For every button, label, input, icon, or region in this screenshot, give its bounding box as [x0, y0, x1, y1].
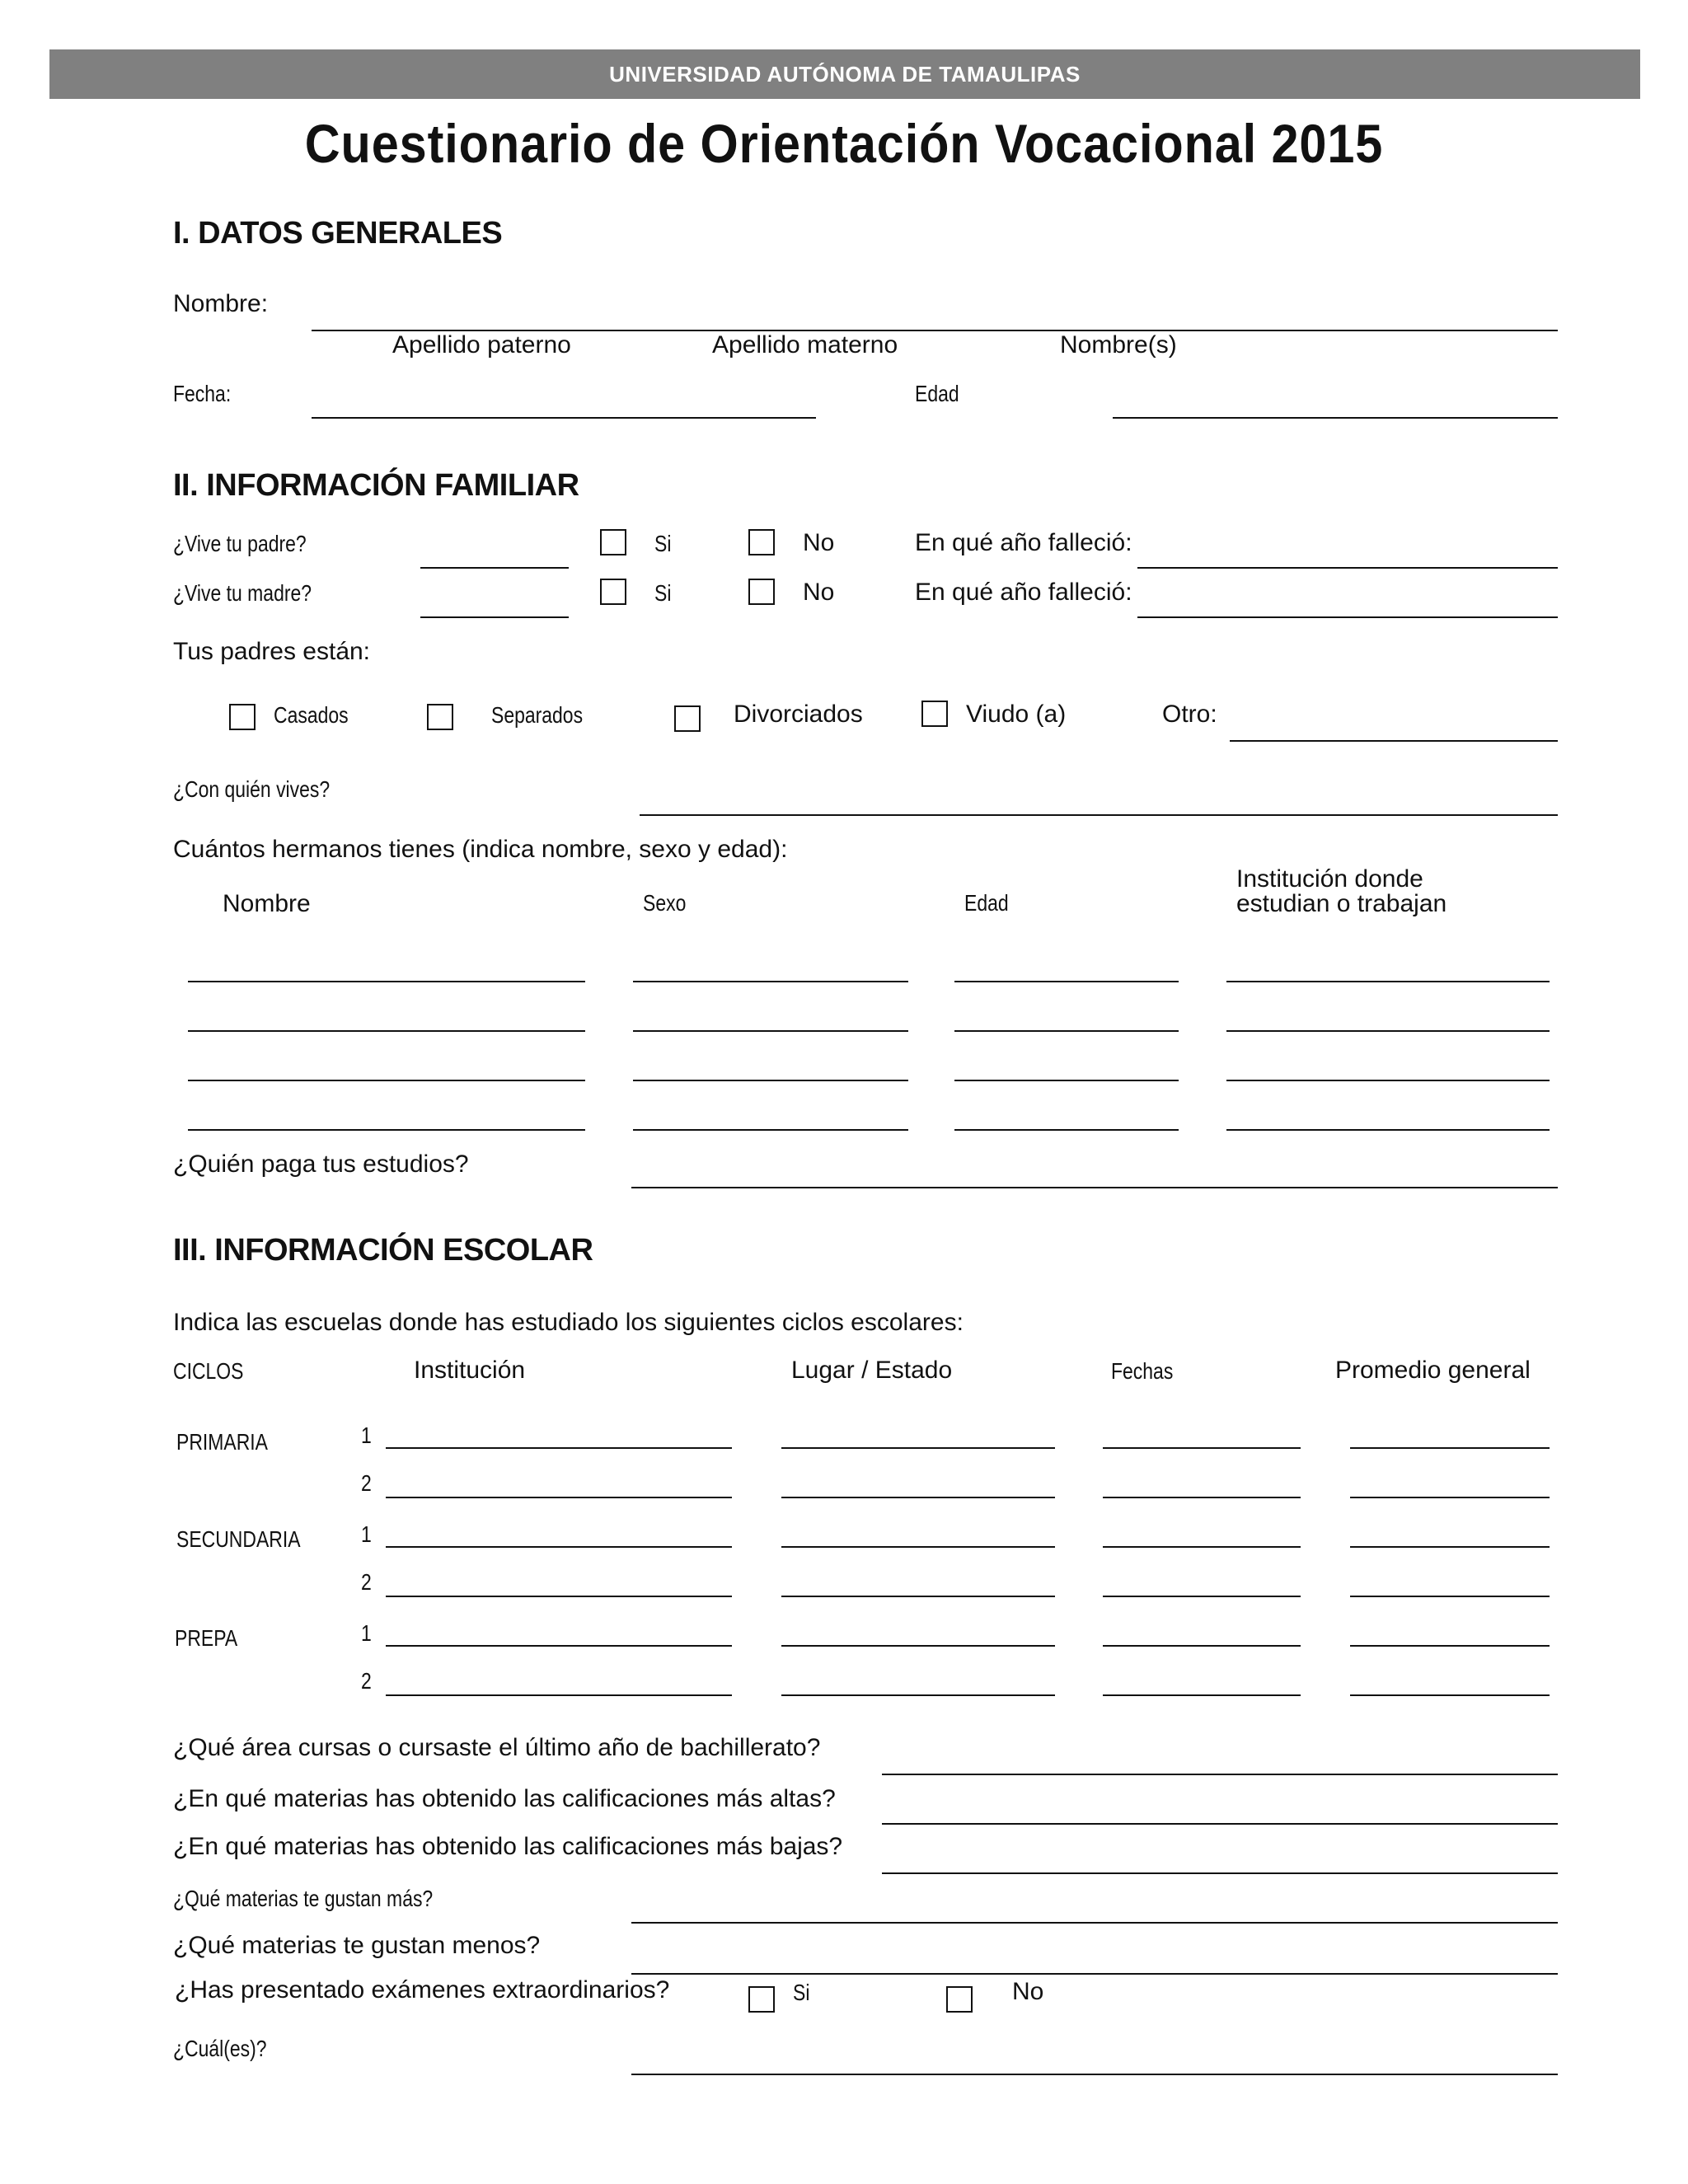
- vive-padre-no-checkbox[interactable]: [748, 529, 775, 555]
- escuela-promedio-field[interactable]: [1350, 1447, 1550, 1449]
- quien-paga-label: ¿Quién paga tus estudios?: [173, 1151, 469, 1178]
- hermanos-col-sexo: Sexo: [643, 890, 687, 916]
- vive-madre-no-label: No: [803, 579, 835, 606]
- institution-banner: UNIVERSIDAD AUTÓNOMA DE TAMAULIPAS: [49, 49, 1640, 99]
- con-quien-vives-field[interactable]: [640, 814, 1558, 816]
- question-cuales: ¿Cuál(es)?: [173, 2036, 267, 2061]
- escuela-promedio-field[interactable]: [1350, 1694, 1550, 1696]
- calificaciones-bajas-field[interactable]: [882, 1872, 1558, 1874]
- viudo-label: Viudo (a): [966, 701, 1067, 728]
- hermano-nombre-field[interactable]: [188, 1030, 585, 1032]
- viudo-checkbox[interactable]: [921, 701, 948, 727]
- hermano-nombre-field[interactable]: [188, 981, 585, 982]
- separados-label: Separados: [491, 702, 584, 728]
- vive-padre-si-checkbox[interactable]: [600, 529, 626, 555]
- calificaciones-altas-field[interactable]: [882, 1823, 1558, 1825]
- hermano-edad-field[interactable]: [954, 1030, 1179, 1032]
- escuela-promedio-field[interactable]: [1350, 1546, 1550, 1548]
- apellido-materno-label: Apellido materno: [712, 331, 898, 359]
- escuela-fechas-field[interactable]: [1103, 1497, 1301, 1498]
- hermano-institucion-field[interactable]: [1226, 981, 1550, 982]
- question-extraordinarios: ¿Has presentado exámenes extraordinarios?: [175, 1976, 670, 2004]
- extraordinarios-no-label: No: [1012, 1978, 1044, 2005]
- hermano-nombre-field[interactable]: [188, 1080, 585, 1081]
- ciclo-prepa: PREPA: [175, 1625, 238, 1651]
- hermano-edad-field[interactable]: [954, 1129, 1179, 1131]
- apellido-paterno-label: Apellido paterno: [392, 331, 571, 359]
- escuela-institucion-field[interactable]: [386, 1497, 732, 1498]
- row-number-label: 1: [361, 1620, 372, 1646]
- escuela-lugar-field[interactable]: [781, 1447, 1055, 1449]
- escuela-fechas-field[interactable]: [1103, 1645, 1301, 1647]
- madre-fallecio-field[interactable]: [1137, 616, 1558, 618]
- section-heading-informacion-escolar: III. INFORMACIÓN ESCOLAR: [173, 1233, 593, 1268]
- col-fechas: Fechas: [1111, 1358, 1174, 1384]
- escuela-institucion-field[interactable]: [386, 1694, 732, 1696]
- escuela-lugar-field[interactable]: [781, 1497, 1055, 1498]
- escuelas-prompt: Indica las escuelas donde has estudiado los siguientes ciclos escolares:: [173, 1309, 964, 1336]
- escuela-lugar-field[interactable]: [781, 1694, 1055, 1696]
- escuela-lugar-field[interactable]: [781, 1645, 1055, 1647]
- escuela-fechas-field[interactable]: [1103, 1546, 1301, 1548]
- casados-checkbox[interactable]: [229, 704, 256, 730]
- question-gustan-menos: ¿Qué materias te gustan menos?: [173, 1932, 541, 1959]
- madre-fallecio-label: En qué año falleció:: [915, 579, 1132, 606]
- page-title: Cuestionario de Orientación Vocacional 2015: [304, 113, 1384, 174]
- row-number-label: 2: [361, 1569, 372, 1595]
- escuela-promedio-field[interactable]: [1350, 1645, 1550, 1647]
- cuales-field[interactable]: [631, 2074, 1558, 2075]
- hermano-edad-field[interactable]: [954, 1080, 1179, 1081]
- row-number-label: 1: [361, 1521, 372, 1547]
- otro-label: Otro:: [1162, 701, 1217, 728]
- question-calificaciones-altas: ¿En qué materias has obtenido las calificaciones más altas?: [173, 1785, 836, 1812]
- fecha-field[interactable]: [312, 417, 816, 419]
- otro-field[interactable]: [1230, 740, 1558, 742]
- hermano-sexo-field[interactable]: [633, 1129, 908, 1131]
- con-quien-vives-label: ¿Con quién vives?: [173, 776, 331, 802]
- vive-padre-label: ¿Vive tu padre?: [173, 531, 307, 556]
- fecha-label: Fecha:: [173, 381, 232, 406]
- hermano-edad-field[interactable]: [954, 981, 1179, 982]
- section-heading-informacion-familiar: II. INFORMACIÓN FAMILIAR: [173, 468, 579, 503]
- escuela-institucion-field[interactable]: [386, 1447, 732, 1449]
- escuela-fechas-field[interactable]: [1103, 1694, 1301, 1696]
- extraordinarios-si-label: Si: [793, 1980, 810, 2005]
- divorciados-checkbox[interactable]: [674, 705, 701, 732]
- col-institucion: Institución: [414, 1357, 526, 1384]
- casados-label: Casados: [274, 702, 349, 728]
- separados-checkbox[interactable]: [427, 704, 453, 730]
- col-promedio: Promedio general: [1335, 1357, 1531, 1384]
- hermanos-col-institucion-2: estudian o trabajan: [1236, 890, 1447, 917]
- hermanos-col-edad: Edad: [964, 890, 1009, 916]
- vive-padre-field[interactable]: [420, 567, 569, 569]
- escuela-promedio-field[interactable]: [1350, 1497, 1550, 1498]
- escuela-lugar-field[interactable]: [781, 1546, 1055, 1548]
- extraordinarios-no-checkbox[interactable]: [946, 1986, 973, 2013]
- ciclo-secundaria: SECUNDARIA: [176, 1526, 301, 1552]
- escuela-institucion-field[interactable]: [386, 1546, 732, 1548]
- question-calificaciones-bajas: ¿En qué materias has obtenido las calificaciones más bajas?: [173, 1833, 843, 1860]
- hermanos-prompt: Cuántos hermanos tienes (indica nombre, sexo y edad):: [173, 836, 788, 863]
- escuela-institucion-field[interactable]: [386, 1645, 732, 1647]
- nombres-label: Nombre(s): [1060, 331, 1177, 359]
- vive-padre-si-label: Si: [654, 531, 672, 556]
- section-heading-datos-generales: I. DATOS GENERALES: [173, 216, 503, 251]
- question-gustan-mas: ¿Qué materias te gustan más?: [173, 1886, 434, 1911]
- gustan-mas-field[interactable]: [631, 1922, 1558, 1924]
- hermano-institucion-field[interactable]: [1226, 1129, 1550, 1131]
- quien-paga-field[interactable]: [631, 1187, 1558, 1188]
- hermano-nombre-field[interactable]: [188, 1129, 585, 1131]
- col-lugar-estado: Lugar / Estado: [791, 1357, 953, 1384]
- vive-madre-si-label: Si: [654, 580, 672, 606]
- col-ciclos: CICLOS: [173, 1358, 244, 1384]
- escuela-fechas-field[interactable]: [1103, 1596, 1301, 1597]
- edad-label: Edad: [915, 381, 959, 406]
- padres-estan-label: Tus padres están:: [173, 638, 371, 665]
- row-number-label: 2: [361, 1470, 372, 1496]
- edad-field[interactable]: [1113, 417, 1558, 419]
- escuela-promedio-field[interactable]: [1350, 1596, 1550, 1597]
- area-bachillerato-field[interactable]: [882, 1774, 1558, 1775]
- vive-madre-no-checkbox[interactable]: [748, 579, 775, 605]
- vive-madre-si-checkbox[interactable]: [600, 579, 626, 605]
- divorciados-label: Divorciados: [734, 701, 863, 728]
- ciclo-primaria: PRIMARIA: [176, 1429, 268, 1455]
- row-number-label: 1: [361, 1422, 372, 1448]
- row-number-label: 2: [361, 1668, 372, 1694]
- question-area-bachillerato: ¿Qué área cursas o cursaste el último año de bachillerato?: [173, 1734, 821, 1761]
- escuela-lugar-field[interactable]: [781, 1596, 1055, 1597]
- hermano-institucion-field[interactable]: [1226, 1080, 1550, 1081]
- hermanos-col-institucion-1: Institución donde: [1236, 865, 1423, 893]
- hermano-sexo-field[interactable]: [633, 981, 908, 982]
- extraordinarios-si-checkbox[interactable]: [748, 1986, 775, 2013]
- padre-fallecio-field[interactable]: [1137, 567, 1558, 569]
- vive-madre-label: ¿Vive tu madre?: [173, 580, 312, 606]
- hermano-sexo-field[interactable]: [633, 1030, 908, 1032]
- padre-fallecio-label: En qué año falleció:: [915, 529, 1132, 556]
- hermano-sexo-field[interactable]: [633, 1080, 908, 1081]
- hermanos-col-nombre: Nombre: [223, 890, 311, 917]
- gustan-menos-field[interactable]: [631, 1973, 1558, 1975]
- nombre-label: Nombre:: [173, 290, 269, 317]
- vive-madre-field[interactable]: [420, 616, 569, 618]
- vive-padre-no-label: No: [803, 529, 835, 556]
- hermano-institucion-field[interactable]: [1226, 1030, 1550, 1032]
- escuela-institucion-field[interactable]: [386, 1596, 732, 1597]
- escuela-fechas-field[interactable]: [1103, 1447, 1301, 1449]
